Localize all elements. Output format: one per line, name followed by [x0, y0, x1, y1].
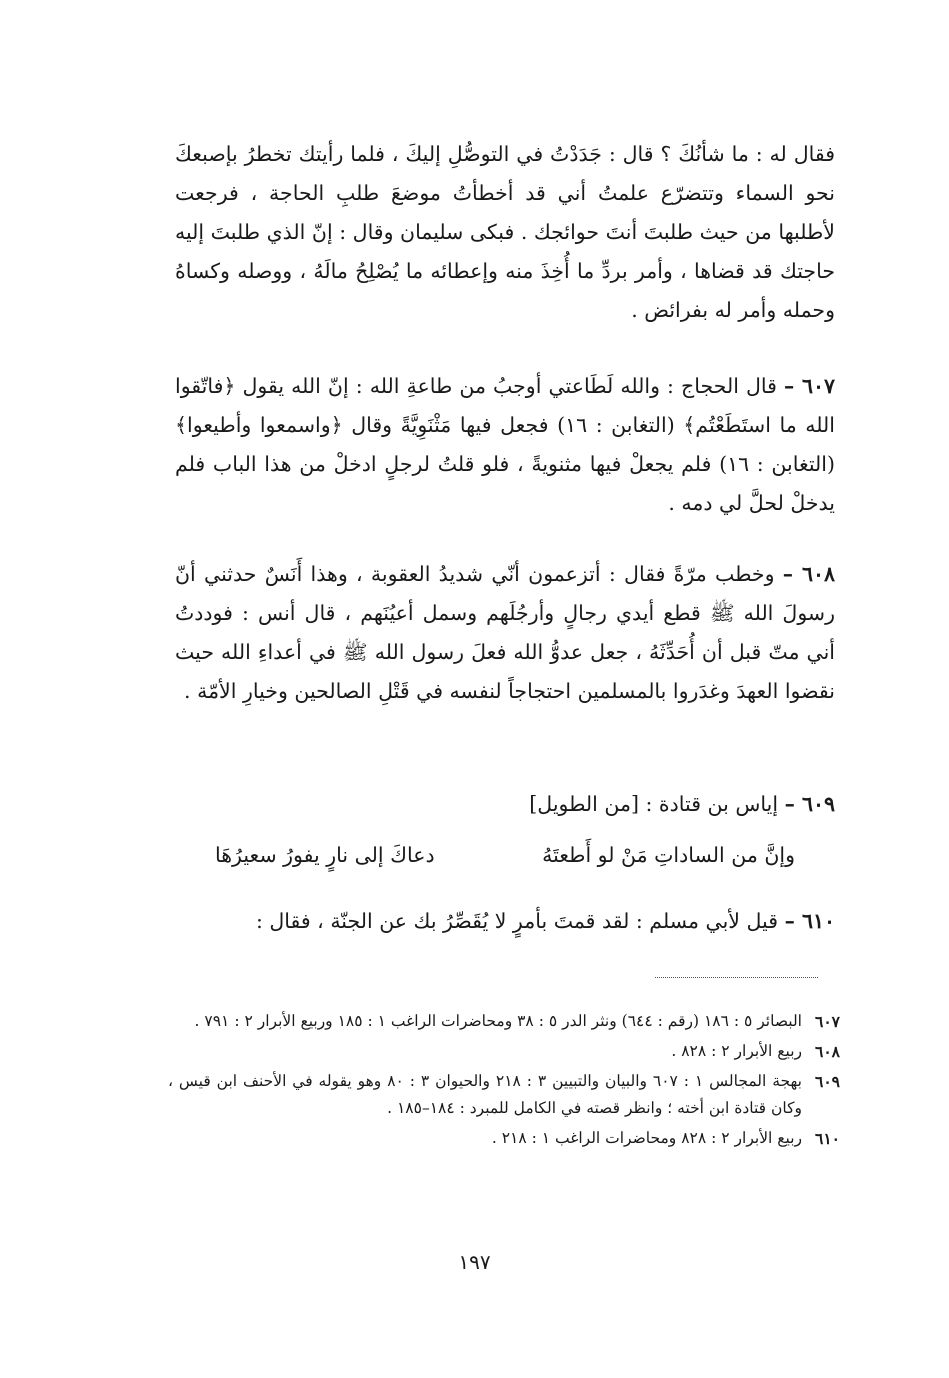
entry-text: قال الحجاج : والله لَطَاعتي أوجبُ من طاعةِ الله : إنّ الله يقول ﴿فاتّقوا الله ما استَطَعْتُم﴾ (التغابن : ١٦) فجعل فيها مَثْنَوِيَّةً وقال ﴿واسمعوا وأطيعوا﴾ (التغابن : ١٦) فلم يجعلْ فيها مثنويةً ، فلو قلتُ لرجلٍ ادخلْ من هذا الباب فلم يدخلْ لحلَّ لي دمه . — [175, 374, 835, 515]
footnote-607 — [168, 1008, 840, 1035]
entry-608 — [175, 555, 835, 711]
footnote-number: ٦١٠ — [815, 1129, 840, 1148]
footnote-text: البصائر ٥ : ١٨٦ (رقم : ٦٤٤) ونثر الدر ٥ : ٣٨ ومحاضرات الراغب ١ : ١٨٥ وربيع الأبرار ٢ : ٧٩١ . — [194, 1012, 802, 1030]
footnote-separator — [655, 977, 818, 978]
entry-number: ٦٠٨ – — [782, 562, 835, 586]
footnote-text: ربيع الأبرار ٢ : ٨٢٨ ومحاضرات الراغب ١ : ٢١٨ . — [491, 1129, 802, 1147]
entry-610 — [175, 902, 835, 941]
footnote-text: ربيع الأبرار ٢ : ٨٢٨ . — [671, 1042, 802, 1060]
footnote-608 — [168, 1038, 840, 1065]
poetry-verse — [215, 836, 795, 875]
entry-number: ٦١٠ – — [784, 909, 835, 933]
entry-text: إياس بن قتادة : [من الطويل] — [529, 792, 779, 816]
entry-609 — [175, 785, 835, 824]
footnote-number: ٦٠٧ — [815, 1012, 840, 1031]
page-number: ١٩٧ — [458, 1250, 491, 1274]
verse-first-hemistich: وإنَّ من الساداتِ مَنْ لو أَطعتَهُ — [542, 843, 795, 867]
entry-number: ٦٠٩ – — [784, 792, 835, 816]
paragraph-continuation — [175, 135, 835, 330]
entry-607 — [175, 367, 835, 523]
entry-number: ٦٠٧ – — [784, 374, 835, 398]
footnote-number: ٦٠٩ — [815, 1072, 840, 1091]
footnote-text: بهجة المجالس ١ : ٦٠٧ والبيان والتبيين ٣ : ٢١٨ والحيوان ٣ : ٨٠ وهو يقوله في الأحنف ابن قيس ، وكان قتادة ابن أخته ؛ وانظر قصته في الكامل للمبرد : ١٨٤–١٨٥ . — [168, 1072, 802, 1117]
paragraph-text: فقال له : ما شأنُكَ ؟ قال : جَدَدْتُ في التوصُّلِ إليكَ ، فلما رأيتك تخطرُ بإصبعكَ نحو السماء وتتضرّع علمتُ أني قد أخطأتُ موضعَ طلبِ الحاجة ، فرجعت لأطلبها من حيث طلبتَ أنتَ حوائجك . فبكى سليمان وقال : إنّ الذي طلبتَ إليه حاجتك قد قضاها ، وأمر بردِّ ما أُخِذَ منه وإعطائه ما يُصْلِحُ مالَهُ ، ووصله وكساهُ وحمله وأمر له بفرائض . — [175, 142, 835, 322]
entry-text: وخطب مرّةً فقال : أتزعمون أنّي شديدُ العقوبة ، وهذا أَنَسٌ حدثني أنّ رسولَ الله ﷺ قطع أيدي رجالٍ وأرجُلَهم وسمل أعيُنَهم ، قال أنس : فوددتُ أني متّ قبل أن أُحَدِّثَهُ ، جعل عدوُّ الله فعلَ رسول الله ﷺ في أعداءِ الله حيث نقضوا العهدَ وغدَروا بالمسلمين احتجاجاً لنفسه في قَتْلِ الصالحين وخيارِ الأمّة . — [175, 562, 835, 703]
footnotes — [168, 1008, 840, 1155]
footnote-number: ٦٠٨ — [815, 1042, 840, 1061]
entry-text: قيل لأبي مسلم : لقد قمتَ بأمرٍ لا يُقَصِّرُ بك عن الجنّة ، فقال : — [255, 909, 779, 933]
footnote-610 — [168, 1125, 840, 1152]
verse-second-hemistich: دعاكَ إلى نارٍ يفورُ سعيرُهَا — [215, 843, 435, 867]
footnote-609 — [168, 1068, 840, 1122]
